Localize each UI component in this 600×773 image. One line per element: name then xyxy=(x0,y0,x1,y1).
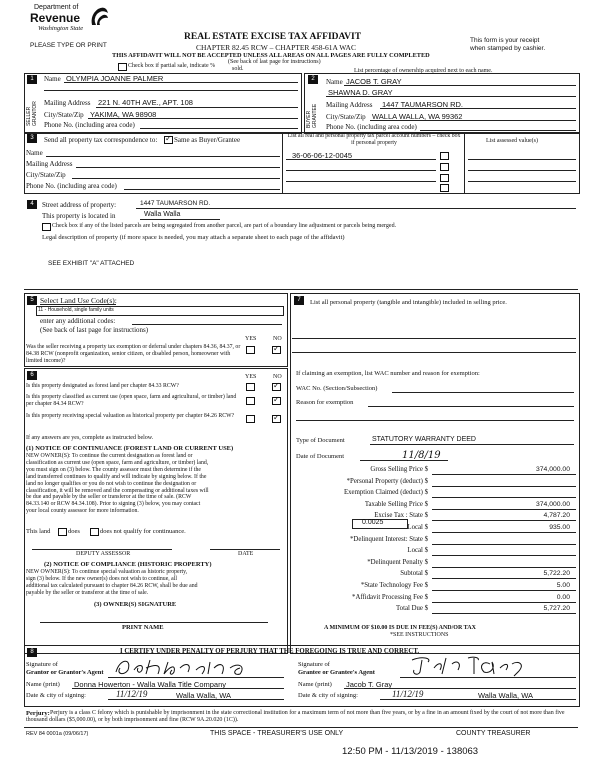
notice-1-line: land transferred continues to qualify and will indicate by signing below. If the xyxy=(26,473,207,480)
perjury-label: Perjury: xyxy=(26,710,50,717)
tax-row-value[interactable]: 4,787.20 xyxy=(543,512,570,519)
grantee-name[interactable]: Jacob T. Gray xyxy=(346,680,393,689)
tax-row-line xyxy=(432,532,576,533)
tax-row-label: Total Due $ xyxy=(396,605,428,612)
segregated-checkbox[interactable] xyxy=(42,223,51,231)
does-checkbox[interactable] xyxy=(58,528,67,536)
q1-yes-checkbox[interactable] xyxy=(246,383,255,391)
form-warning: THIS AFFIDAVIT WILL NOT BE ACCEPTED UNLESS ALL AREAS ON ALL PAGES ARE FULLY COMPLETED xyxy=(112,52,430,59)
treasurer-space: THIS SPACE - TREASURER'S USE ONLY xyxy=(210,730,344,737)
same-as-buyer-label: Same as Buyer/Grantee xyxy=(174,136,241,144)
tax-row-label: *Delinquent Penalty $ xyxy=(367,559,428,566)
notice-1-line: classification as current use (open space, farm and agriculture, or timber) land, xyxy=(26,459,209,466)
recording-stamp: 12:50 PM - 11/13/2019 - 138063 xyxy=(342,746,479,757)
tax-row-label: Taxable Selling Price $ xyxy=(364,501,428,508)
grantee-date-label: Date & city of signing: xyxy=(298,692,358,699)
deputy-date-label: DATE xyxy=(238,551,254,557)
grantor-date[interactable]: 11/12/19 xyxy=(116,689,148,699)
tax-row-value[interactable]: 374,000.00 xyxy=(535,501,570,508)
see-instructions-note: *SEE INSTRUCTIONS xyxy=(390,632,449,638)
grantee-name-label: Name (print) xyxy=(298,681,332,688)
tax-row-line xyxy=(432,486,576,487)
receipt-note-1: This form is your receipt xyxy=(470,37,540,44)
exhibit-text: SEE EXHIBIT "A" ATTACHED xyxy=(48,260,135,267)
print-name-label: PRINT NAME xyxy=(122,624,164,631)
personal-property-checkbox-3[interactable] xyxy=(440,174,449,182)
form-chapter: CHAPTER 82.45 RCW – CHAPTER 458-61A WAC xyxy=(196,43,356,52)
street-label: Street address of property: xyxy=(42,201,117,209)
s3-mailing-label: Mailing Address xyxy=(26,160,73,168)
buyer-city-label: City/State/Zip xyxy=(326,113,366,121)
section-1-number: 1 xyxy=(27,75,37,84)
q2-no-checkbox[interactable] xyxy=(272,397,281,405)
tax-row-value[interactable]: 5,727.20 xyxy=(543,605,570,612)
tax-row-line xyxy=(432,497,576,498)
certify-statement: I CERTIFY UNDER PENALTY OF PERJURY THAT THE FOREGOING IS TRUE AND CORRECT. xyxy=(120,648,420,655)
notice-1-line: NEW OWNER(S): To continue the current designation as forest land or xyxy=(26,453,193,459)
partial-sale-checkbox[interactable] xyxy=(118,63,127,71)
send-correspondence-label: Send all property tax correspondence to: xyxy=(44,136,158,144)
section-2-number: 2 xyxy=(308,75,318,84)
tax-row-line xyxy=(432,509,576,510)
parcel-header: List all real and personal property tax parcel account numbers – check box if personal property xyxy=(287,133,461,146)
grantor-name[interactable]: Donna Howerton - Walla Walla Title Company xyxy=(74,680,227,689)
tax-rate-value: 0.0025 xyxy=(362,519,384,526)
receipt-note-2: when stamped by cashier. xyxy=(470,45,546,52)
tax-row-line xyxy=(432,474,576,475)
buyer-mailing[interactable]: 1447 TAUMARSON RD. xyxy=(382,100,463,109)
wac-label: WAC No. (Section/Subsection) xyxy=(296,385,378,392)
seller-city-label: City/State/Zip xyxy=(44,111,84,119)
select-land-use-label: Select Land Use Code(s): xyxy=(40,296,117,305)
county-treasurer: COUNTY TREASURER xyxy=(456,730,531,737)
tax-row-label: Gross Selling Price $ xyxy=(370,466,428,473)
revenue-logo xyxy=(88,5,110,29)
does-not-label: does not qualify for continuance. xyxy=(100,528,186,535)
buyer-name-2[interactable]: SHAWNA D. GRAY xyxy=(328,88,393,97)
tax-row-value[interactable]: 935.00 xyxy=(549,524,570,531)
buyer-name-1[interactable]: JACOB T. GRAY xyxy=(346,77,402,86)
segregated-label: Check box if any of the listed parcels are being segregated from another parcel, are part of a boundary line adjustment or parcels being merged. xyxy=(52,223,397,229)
dept-line3: Washington State xyxy=(38,25,84,32)
notice-2-title: (2) NOTICE OF COMPLIANCE (HISTORIC PROPERTY) xyxy=(44,561,212,568)
s3-phone-label: Phone No. (including area code) xyxy=(26,182,117,190)
notice-1-body xyxy=(26,453,209,515)
dept-line2: Revenue xyxy=(30,11,81,25)
grantee-city[interactable]: Walla Walla, WA xyxy=(478,691,534,700)
s5-no-checkbox[interactable] xyxy=(272,346,281,354)
tax-row-value[interactable]: 5,722.20 xyxy=(543,570,570,577)
this-land-label: This land xyxy=(26,528,51,535)
exemption-question: Was the seller receiving a property tax exemption or deferral under chapters 84.36, 84.37, or 84.38 RCW (nonprofit organization, senior citizen, or disabled person, homeowner with limited income)? xyxy=(26,344,241,364)
notice-1-line: 84.33.140 or RCW 84.34.108). Prior to signing (3) below, you may contact xyxy=(26,501,201,508)
personal-property-checkbox-1[interactable] xyxy=(440,152,449,160)
deputy-assessor-label: DEPUTY ASSESSOR xyxy=(76,551,131,557)
buyer-name-label: Name xyxy=(326,78,343,86)
tax-row-label: *Delinquent Interest: State $ xyxy=(350,536,428,543)
buyer-mailing-label: Mailing Address xyxy=(326,101,373,109)
notice-1-line: be due and payable by the seller or transferor at the time of sale. (RCW xyxy=(26,494,192,501)
legal-label: Legal description of property (if more space is needed, you may attach a separate sheet to each page of the affidavit) xyxy=(42,234,345,241)
s3-name-label: Name xyxy=(26,149,43,157)
notice-2-line: payable by the seller or transferor at the time of sale. xyxy=(26,589,149,596)
personal-property-checkbox-2[interactable] xyxy=(440,163,449,171)
grantee-sig-text xyxy=(1,2,7,3)
s6-yes-header: YES xyxy=(245,374,257,380)
tax-row-label: *State Technology Fee $ xyxy=(360,582,428,589)
tax-row-line xyxy=(432,567,576,568)
tax-row-line xyxy=(432,602,576,603)
seller-mailing-label: Mailing Address xyxy=(44,99,91,107)
tax-row-line xyxy=(432,578,576,579)
doc-date-value[interactable]: 11/8/19 xyxy=(402,450,441,461)
grantor-name-label: Name (print) xyxy=(26,681,60,688)
q2-yes-checkbox[interactable] xyxy=(246,397,255,405)
tax-row-label: *Affidavit Processing Fee $ xyxy=(352,594,428,601)
notice-1-line: land no longer qualifies or you do not wish to continue the designation or xyxy=(26,480,197,487)
located-label: This property is located in xyxy=(42,212,116,220)
notice-1-line: classification, it will be removed and the compensating or additional taxes will xyxy=(26,487,209,494)
minimum-note: A MINIMUM OF $10.00 IS DUE IN FEE(S) AND/OR TAX xyxy=(324,625,476,631)
grantor-date-label: Date & city of signing: xyxy=(26,692,86,699)
tax-row-label: *Personal Property (deduct) $ xyxy=(346,478,428,485)
s5-see-back: (See back of last page for instructions) xyxy=(40,326,149,334)
tax-row-value[interactable]: 0.00 xyxy=(556,594,570,601)
grantee-sig-label-1: Signature of xyxy=(298,661,330,668)
seller-name[interactable]: OLYMPIA JOANNE PALMER xyxy=(66,74,164,83)
additional-codes-label: enter any additional codes: xyxy=(40,317,116,325)
seller-city[interactable]: YAKIMA, WA 98908 xyxy=(90,110,157,119)
notice-2-line: additional tax calculated pursuant to chapter 84.26 RCW, shall be due and xyxy=(26,582,198,589)
grantor-sig-label-1: Signature of xyxy=(26,661,58,668)
if-claiming-label: If claiming an exemption, list WAC number and reason for exemption: xyxy=(296,370,480,377)
section-3-number: 3 xyxy=(27,134,37,143)
s6-no-header: NO xyxy=(273,374,282,380)
buyer-phone-label: Phone No. (including area code) xyxy=(326,123,417,131)
tax-row-label: Local $ xyxy=(407,547,428,554)
s3-city-label: City/State/Zip xyxy=(26,171,66,179)
see-back-header: (See back of last page for instructions) xyxy=(228,59,321,65)
notice-2-line: NEW OWNER(S): To continue special valuation as historic property, xyxy=(26,569,188,575)
located-value[interactable]: Walla Walla xyxy=(144,211,181,218)
land-use-value: 11 - Household, single family units xyxy=(38,307,114,313)
grantor-city[interactable]: Walla Walla, WA xyxy=(176,691,232,700)
tax-row-line xyxy=(432,590,576,591)
doc-type-label: Type of Document xyxy=(296,437,345,444)
grantee-date[interactable]: 11/12/19 xyxy=(392,689,424,699)
tax-row-line xyxy=(432,520,576,521)
section-4-number: 4 xyxy=(27,200,37,209)
tax-row-label: Exemption Claimed (deduct) $ xyxy=(344,489,428,496)
forest-land-question: Is this property designated as forest land per chapter 84.33 RCW? xyxy=(26,383,179,389)
same-as-buyer-checkbox[interactable] xyxy=(164,136,173,144)
q3-no-checkbox[interactable] xyxy=(272,415,281,423)
seller-name-label: Name xyxy=(44,75,61,83)
tax-row-line xyxy=(432,613,576,614)
grantor-signature xyxy=(110,656,260,678)
grantee-signature xyxy=(408,654,532,678)
pct-ownership-note: List percentage of ownership acquired next to each name. xyxy=(354,68,493,74)
street-value[interactable]: 1447 TAUMARSON RD. xyxy=(140,200,211,207)
historic-question: Is this property receiving special valuation as historical property per chapter 84.26 RCW? xyxy=(26,413,235,419)
if-yes-note: If any answers are yes, complete as instructed below. xyxy=(26,435,154,441)
reason-label: Reason for exemption xyxy=(296,399,354,406)
q1-no-checkbox[interactable] xyxy=(272,383,281,391)
parcel-number[interactable]: 36-06-06-12-0045 xyxy=(292,151,353,160)
notice-2-line: sign (3) below. If the new owner(s) does not wish to continue, all xyxy=(26,575,177,582)
partial-sale-sold: sold. xyxy=(232,66,244,72)
doc-date-label: Date of Document xyxy=(296,453,345,460)
partial-sale-label: Check box if partial sale, indicate % xyxy=(128,63,216,69)
q3-yes-checkbox[interactable] xyxy=(246,415,255,423)
notice-2-body xyxy=(26,569,198,597)
section-6-number: 6 xyxy=(27,371,37,380)
owner-signature-label: (3) OWNER(S) SIGNATURE xyxy=(94,601,177,608)
rev-number: REV 84 0001a (09/06/17) xyxy=(26,731,89,737)
grantor-sig-label-2: Grantor or Grantor's Agent xyxy=(26,669,104,676)
doc-type-value[interactable]: STATUTORY WARRANTY DEED xyxy=(372,436,476,443)
section-7-number: 7 xyxy=(294,296,304,305)
tax-row-label: Excise Tax : State $ xyxy=(374,512,428,519)
form-title: REAL ESTATE EXCISE TAX AFFIDAVIT xyxy=(184,32,362,42)
seller-side-label: SELLER GRANTOR xyxy=(24,88,38,126)
tax-row-value[interactable]: 5.00 xyxy=(556,582,570,589)
tax-row-line xyxy=(432,555,576,556)
list-personal-label: List all personal property (tangible and intangible) included in selling price. xyxy=(310,299,507,306)
current-use-question: Is this property classified as current use (open space, farm and agricultural, or timber) land per chapter 84.34 RCW? xyxy=(26,394,237,407)
tax-row-value[interactable]: 374,000.00 xyxy=(535,466,570,473)
grantee-sig-label-2: Grantee or Grantee's Agent xyxy=(298,669,375,676)
tax-row-line xyxy=(432,544,576,545)
section-5-number: 5 xyxy=(27,296,37,305)
buyer-city[interactable]: WALLA WALLA, WA 99362 xyxy=(372,112,463,121)
dept-line1: Department of xyxy=(34,4,79,11)
section-8-number: 8 xyxy=(27,648,37,657)
s5-yes-header: YES xyxy=(245,336,257,342)
personal-property-checkbox-4[interactable] xyxy=(440,184,449,192)
s5-yes-checkbox[interactable] xyxy=(246,346,255,354)
tax-row-label: Subtotal $ xyxy=(400,570,428,577)
seller-mailing[interactable]: 221 N. 40TH AVE., APT. 108 xyxy=(98,98,193,107)
please-type: PLEASE TYPE OR PRINT xyxy=(30,42,107,49)
notice-1-title: (1) NOTICE OF CONTINUANCE (FOREST LAND OR CURRENT USE) xyxy=(26,445,234,452)
seller-phone-label: Phone No. (including area code) xyxy=(44,121,135,129)
s5-no-header: NO xyxy=(273,336,282,342)
buyer-side-label: BUYER GRANTEE xyxy=(304,92,318,128)
perjury-text: Perjury is a class C felony which is punishable by imprisonment in the state correctional institution for a maximum term of not more than five years, or by a fine in an amount fixed by the court of not more than five thousand dollars ($5,000.00), or by both imprisonment and fine (RCW 9A.20.020 (1C)). xyxy=(26,710,565,723)
does-label: does xyxy=(68,528,80,535)
notice-1-line: you must sign on (3) below. The county assessor must then determine if the xyxy=(26,466,202,473)
does-not-checkbox[interactable] xyxy=(90,528,99,536)
notice-1-line: your local county assessor for more information. xyxy=(26,508,139,515)
tax-row-label: Local $ xyxy=(407,524,428,531)
assessed-header: List assessed value(s) xyxy=(486,138,538,144)
